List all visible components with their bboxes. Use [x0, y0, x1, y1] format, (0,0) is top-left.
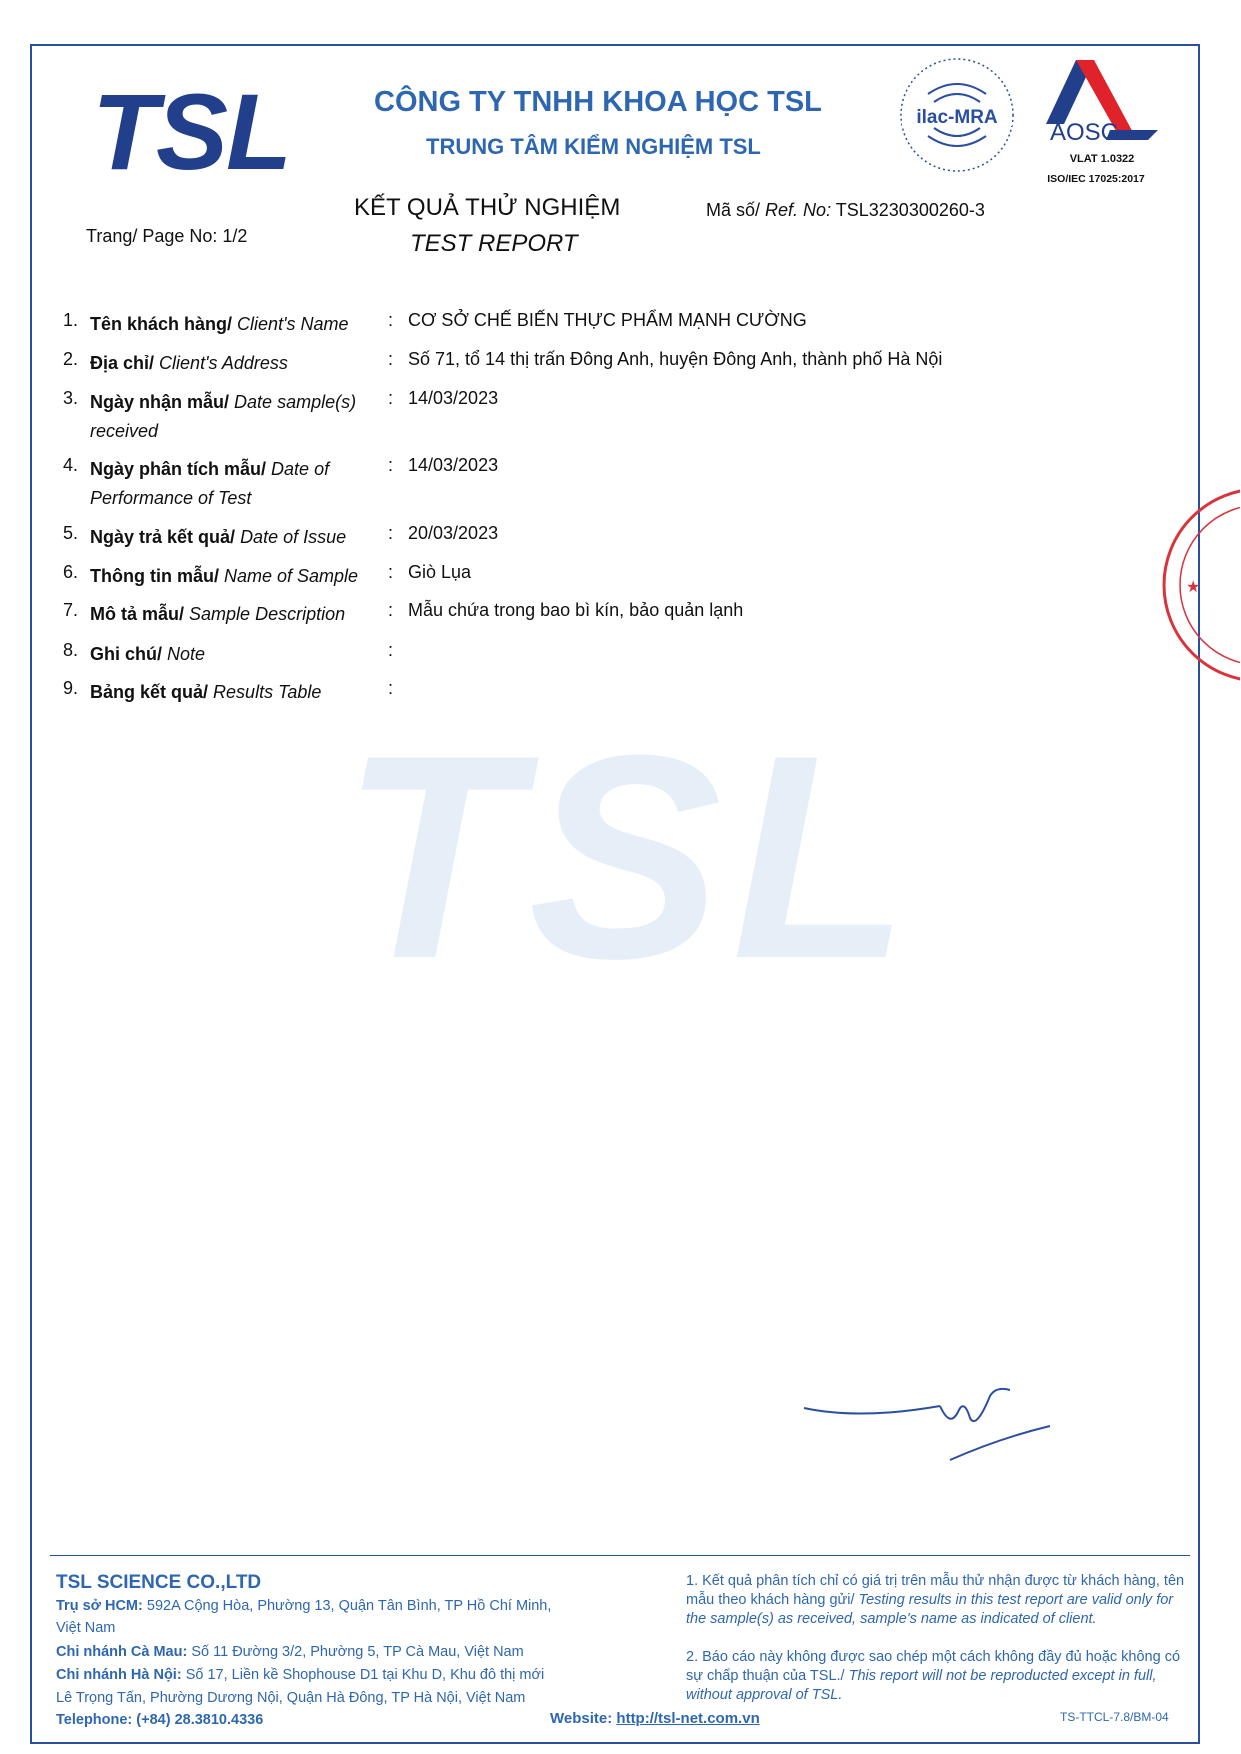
field-number: 6.: [62, 562, 78, 582]
field-number: 2.: [62, 349, 78, 369]
field-colon: :: [388, 388, 394, 408]
footer-camau-line: Chi nhánh Cà Mau: Số 11 Đường 3/2, Phường 5, TP Cà Mau, Việt Nam: [56, 1644, 524, 1660]
field-colon: :: [388, 310, 394, 330]
footer-hanoi-line2: Lê Trọng Tấn, Phường Dương Nội, Quận Hà Đông, TP Hà Nội, Việt Nam: [56, 1690, 526, 1706]
field-label: Địa chỉ/ Client's Address: [90, 353, 288, 373]
ref-value: TSL3230300260-3: [835, 200, 985, 220]
field-label: Ngày phân tích mẫu/ Date of Performance of Test: [90, 459, 330, 508]
footer-website: Website: http://tsl-net.com.vn: [550, 1710, 760, 1727]
form-code: TS-TTCL-7.8/BM-04: [1060, 1710, 1169, 1724]
company-name: CÔNG TY TNHH KHOA HỌC TSL: [374, 86, 822, 118]
svg-text:★: ★: [1186, 579, 1201, 596]
field-number: 1.: [62, 310, 78, 330]
footer-company: TSL SCIENCE CO.,LTD: [56, 1572, 262, 1593]
website-link[interactable]: http://tsl-net.com.vn: [616, 1710, 760, 1727]
field-colon: :: [388, 523, 394, 543]
field-value: 14/03/2023: [408, 388, 499, 408]
signature: [800, 1368, 1060, 1468]
field-value: 14/03/2023: [408, 455, 499, 475]
watermark-text: TSL: [341, 722, 919, 972]
aosc-logo: [1036, 58, 1166, 188]
center-name: TRUNG TÂM KIỂM NGHIỆM TSL: [426, 134, 761, 159]
field-colon: :: [388, 455, 394, 475]
field-number: 7.: [62, 600, 78, 620]
field-colon: :: [388, 600, 394, 620]
field-label: Mô tả mẫu/ Sample Description: [90, 604, 346, 624]
ref-prefix: Mã số/: [706, 200, 761, 220]
field-value: Mẫu chứa trong bao bì kín, bảo quản lạnh: [408, 600, 744, 620]
iso-standard: ISO/IEC 17025:2017: [1047, 173, 1145, 185]
field-label: Bảng kết quả/ Results Table: [90, 682, 322, 702]
field-number: 4.: [62, 455, 78, 475]
red-stamp: [1160, 480, 1240, 690]
field-value: 20/03/2023: [408, 523, 499, 543]
footer-hcm-line2: Việt Nam: [56, 1620, 116, 1636]
field-colon: :: [388, 349, 394, 369]
field-label: Ghi chú/ Note: [90, 644, 206, 664]
field-number: 9.: [62, 678, 78, 698]
field-colon: :: [388, 562, 394, 582]
field-colon: :: [388, 640, 394, 660]
aosc-text: AOSC: [1049, 119, 1119, 146]
field-value: CƠ SỞ CHẾ BIẾN THỰC PHẨM MẠNH CƯỜNG: [408, 310, 807, 330]
tsl-logo: TSL: [92, 71, 290, 192]
ilac-logo-text: ilac-MRA: [916, 107, 998, 128]
tsl-watermark: [250, 722, 1010, 972]
ref-label: Ref. No:: [765, 200, 832, 220]
ilac-mra-logo: [898, 56, 1016, 174]
report-title-en: TEST REPORT: [410, 230, 578, 257]
report-title-vn: KẾT QUẢ THỬ NGHIỆM: [354, 194, 621, 221]
footer-telephone: Telephone: (+84) 28.3810.4336: [56, 1712, 264, 1728]
footer-hcm-line: Trụ sở HCM: 592A Cộng Hòa, Phường 13, Quận Tân Bình, TP Hồ Chí Minh,: [56, 1598, 552, 1614]
aosc-code: VLAT 1.0322: [1069, 153, 1135, 165]
field-number: 8.: [62, 640, 78, 660]
field-value: Giò Lụa: [408, 562, 472, 582]
reference-number: [706, 200, 985, 221]
field-label: Ngày nhận mẫu/ Date sample(s) received: [90, 392, 357, 441]
footer-note-2: 2. Báo cáo này không được sao chép một cách không đầy đủ hoặc không có sự chấp thuận của TSL./ This report will not be reproducted except in full, without approval of TSL.: [686, 1649, 1181, 1703]
footer-note-1: 1. Kết quả phân tích chỉ có giá trị trên mẫu thử nhận được từ khách hàng, tên mẫu theo khách hàng gửi/ Testing results in this test report are valid only for the sample(s) as received, sample's name as indicated of client.: [686, 1573, 1185, 1627]
field-label: Thông tin mẫu/ Name of Sample: [90, 566, 359, 586]
page-number: Trang/ Page No: 1/2: [86, 226, 248, 246]
field-colon: :: [388, 678, 394, 698]
field-value: Số 71, tổ 14 thị trấn Đông Anh, huyện Đông Anh, thành phố Hà Nội: [408, 349, 943, 369]
footer-hanoi-line: Chi nhánh Hà Nội: Số 17, Liền kề Shophouse D1 tại Khu D, Khu đô thị mới: [56, 1667, 545, 1683]
field-label: Tên khách hàng/ Client's Name: [90, 314, 349, 334]
field-label: Ngày trả kết quả/ Date of Issue: [90, 527, 347, 547]
footer-divider: [50, 1555, 1190, 1556]
field-number: 3.: [62, 388, 78, 408]
field-number: 5.: [62, 523, 78, 543]
